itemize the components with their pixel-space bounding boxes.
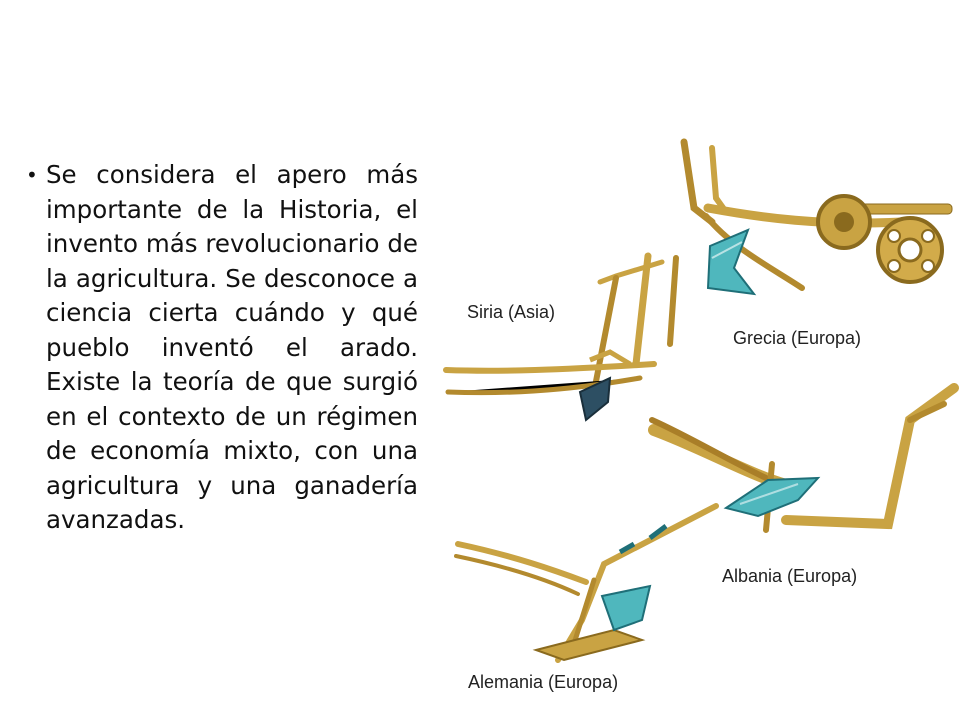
bullet-paragraph [26,158,418,538]
bullet-text: Se considera el apero más importante de la Historia, el invento más revolucionario de la agricultura. Se desconoce a ciencia cierta cuándo y qué pueblo inventó el arado. Existe la teoría de que surgió en el contexto de un régimen de economía mixto, con una agricultura y una ganadería avanzadas. [46,160,418,534]
plow-image-alemania [454,500,724,670]
label-grecia: Grecia (Europa) [733,328,862,348]
label-albania: Albania (Europa) [722,566,858,586]
label-siria: Siria (Asia) [467,302,556,322]
plow-image-grecia [672,138,960,298]
bullet-icon: • [26,163,38,187]
label-alemania: Alemania (Europa) [468,672,619,692]
